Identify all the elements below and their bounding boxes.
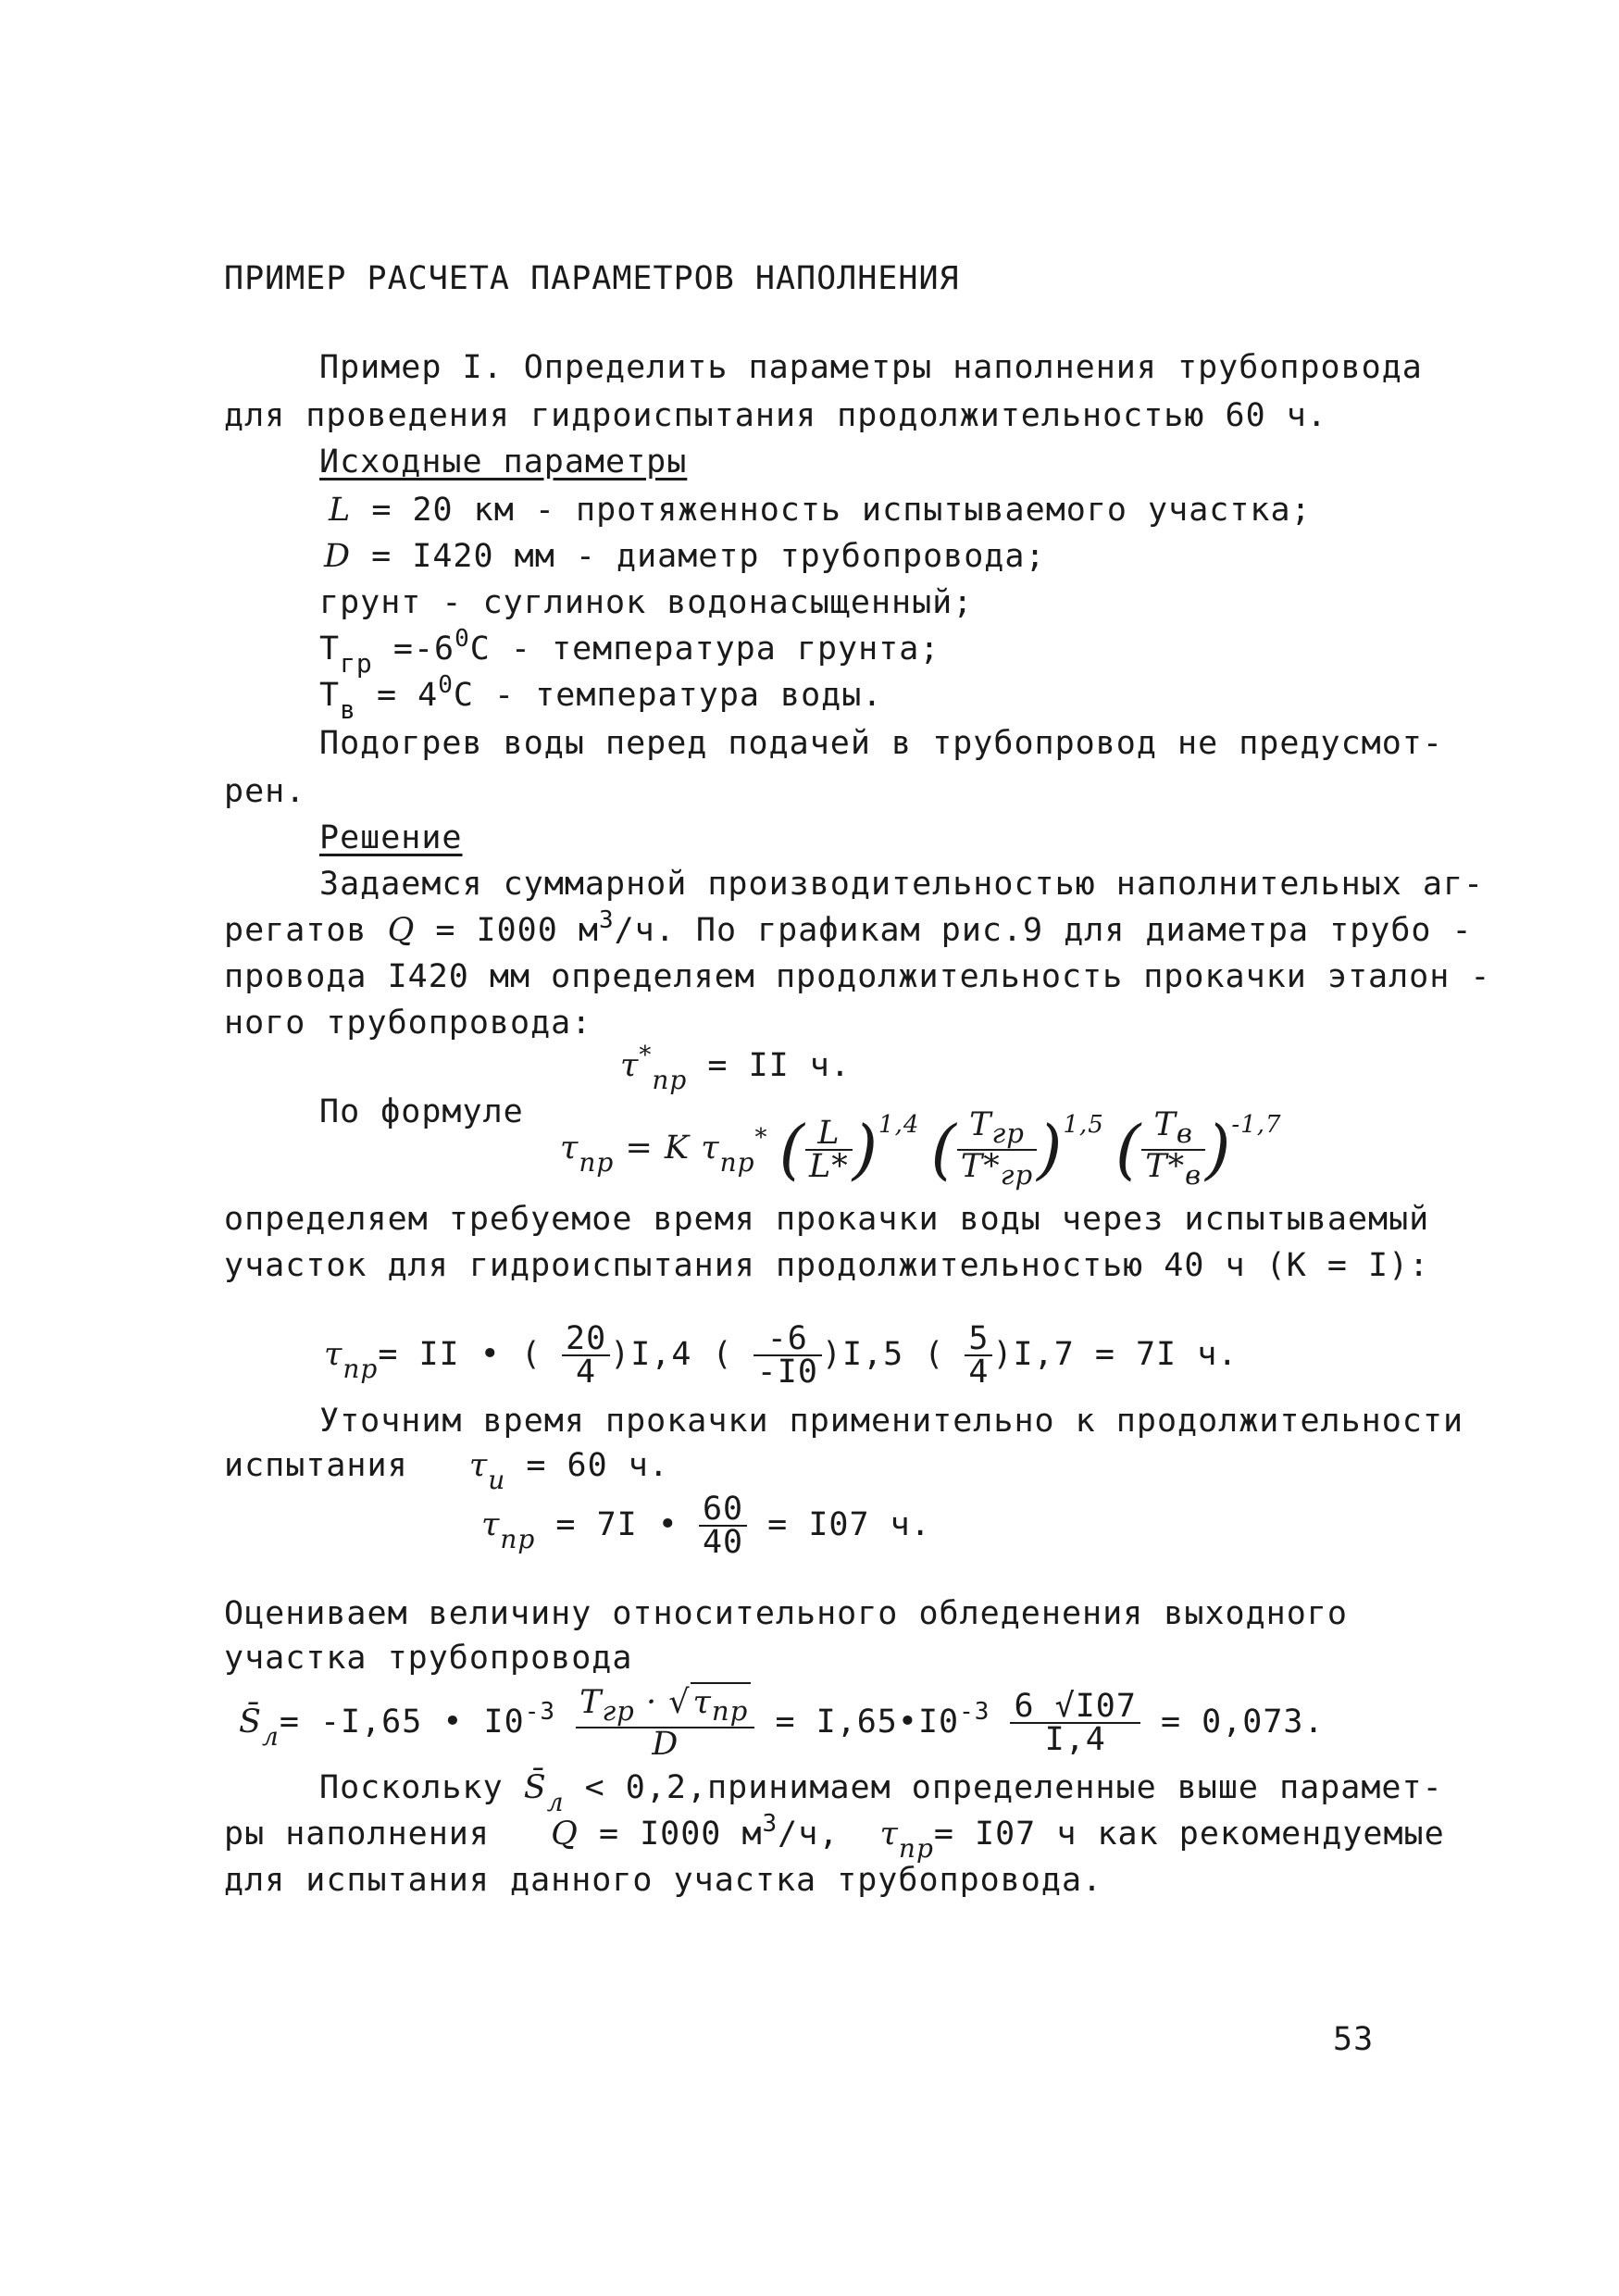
example-line-1: Пример I. Определить параметры наполнения трубопровода xyxy=(319,349,1423,386)
calculation-1: $\tau_{пр}=$ II • ( $\frac{20}{4}$ )I,4 ( $\frac{-6}{-I0}$ )I,5 ( $\frac{5}{4}$ )I,7 = 7I ч. xyxy=(324,1320,1239,1391)
param-diameter: D = I420 мм - диаметр трубопровода; xyxy=(324,538,1046,575)
symbol-Q: Q xyxy=(387,912,416,949)
param-length: L = 20 км - протяженность испытываемого участка; xyxy=(329,492,1312,529)
refine-line-1: Уточним время прокачки применительно к продолжительности xyxy=(319,1403,1464,1440)
section-heading: ПРИМЕР РАСЧЕТА ПАРАМЕТРОВ НАПОЛНЕНИЯ xyxy=(224,260,960,297)
estimate-line-2: участка трубопровода xyxy=(224,1640,633,1677)
calculation-2: $\tau_{пр} = 7I$ • $\frac{60}{40}$ = I07 ч. xyxy=(481,1491,931,1561)
param-water-temp: $T_в = 4^0С$ - температура воды. xyxy=(319,671,883,725)
heating-line-1: Подогрев воды перед подачей в трубопровод не предусмот- xyxy=(319,725,1443,762)
final-line-2: ры наполнения Q = I000 $м^3/ч$, $\tau_{пр}= I07$ ч как рекомендуемые xyxy=(224,1810,1445,1864)
example-line-2: для проведения гидроиспытания продолжительностью 60 ч. xyxy=(224,397,1327,434)
solution-line-1: Задаемся суммарной производительностью наполнительных аг- xyxy=(319,866,1485,903)
param-soil-temp: $T_{гр} =-6^0С$ - температура грунта; xyxy=(319,625,940,679)
solution-heading: Решение xyxy=(319,819,463,856)
by-formula-label: По формуле xyxy=(319,1093,524,1130)
final-line-1: Поскольку $S̄_л$ < 0,2,принимаем определенные выше парамет- xyxy=(319,1769,1443,1817)
symbol-D: D xyxy=(324,538,352,575)
solution-line-2: регатов Q = I000 $м^3/ч$. По графикам рис.9 для диаметра трубо - xyxy=(224,906,1473,949)
define-line-2: участок для гидроиспытания продолжительностью 40 ч (К = I): xyxy=(224,1247,1430,1284)
heating-line-2: рен. xyxy=(224,773,306,810)
define-line-1: определяем требуемое время прокачки воды через испытываемый xyxy=(224,1201,1430,1238)
main-formula: $\tau_{пр} = K$ $\tau_{пр}^*$ ( $\frac{L}{L*}$ )$^{1,4}$ ( $\frac{T_{гр}}{T*_{гр}}$ )$^{1,5}$ ( $\frac{T_в}{T*_в}$ )$^{-1,7}$ xyxy=(560,1105,1282,1191)
estimate-line-1: Оцениваем величину относительного обледенения выходного xyxy=(224,1595,1348,1632)
refine-line-2: испытания $\tau_и = 60$ ч. xyxy=(224,1447,669,1495)
param-soil: грунт - суглинок водонасыщенный; xyxy=(319,584,974,621)
page-number: 53 xyxy=(1333,2021,1375,2058)
solution-line-3: провода I420 мм определяем продолжительность прокачки эталон - xyxy=(224,958,1491,995)
solution-line-4: ного трубопровода: xyxy=(224,1004,592,1042)
tau-reference: $\tau^*_{пр}$ = II ч. xyxy=(620,1042,851,1095)
symbol-L: L xyxy=(329,492,352,529)
final-line-3: для испытания данного участка трубопровода. xyxy=(224,1862,1103,1899)
params-heading: Исходные параметры xyxy=(319,443,688,480)
calculation-3: $S̄_л= -I,65$ • $I0^{-3}$ $\frac{T_{гр} \cdot √\tau_{пр}}{D}$ = $I,65•I0^{-3}$ $\frac{6 √I07}{I,4}$ = 0,073. xyxy=(239,1683,1325,1763)
